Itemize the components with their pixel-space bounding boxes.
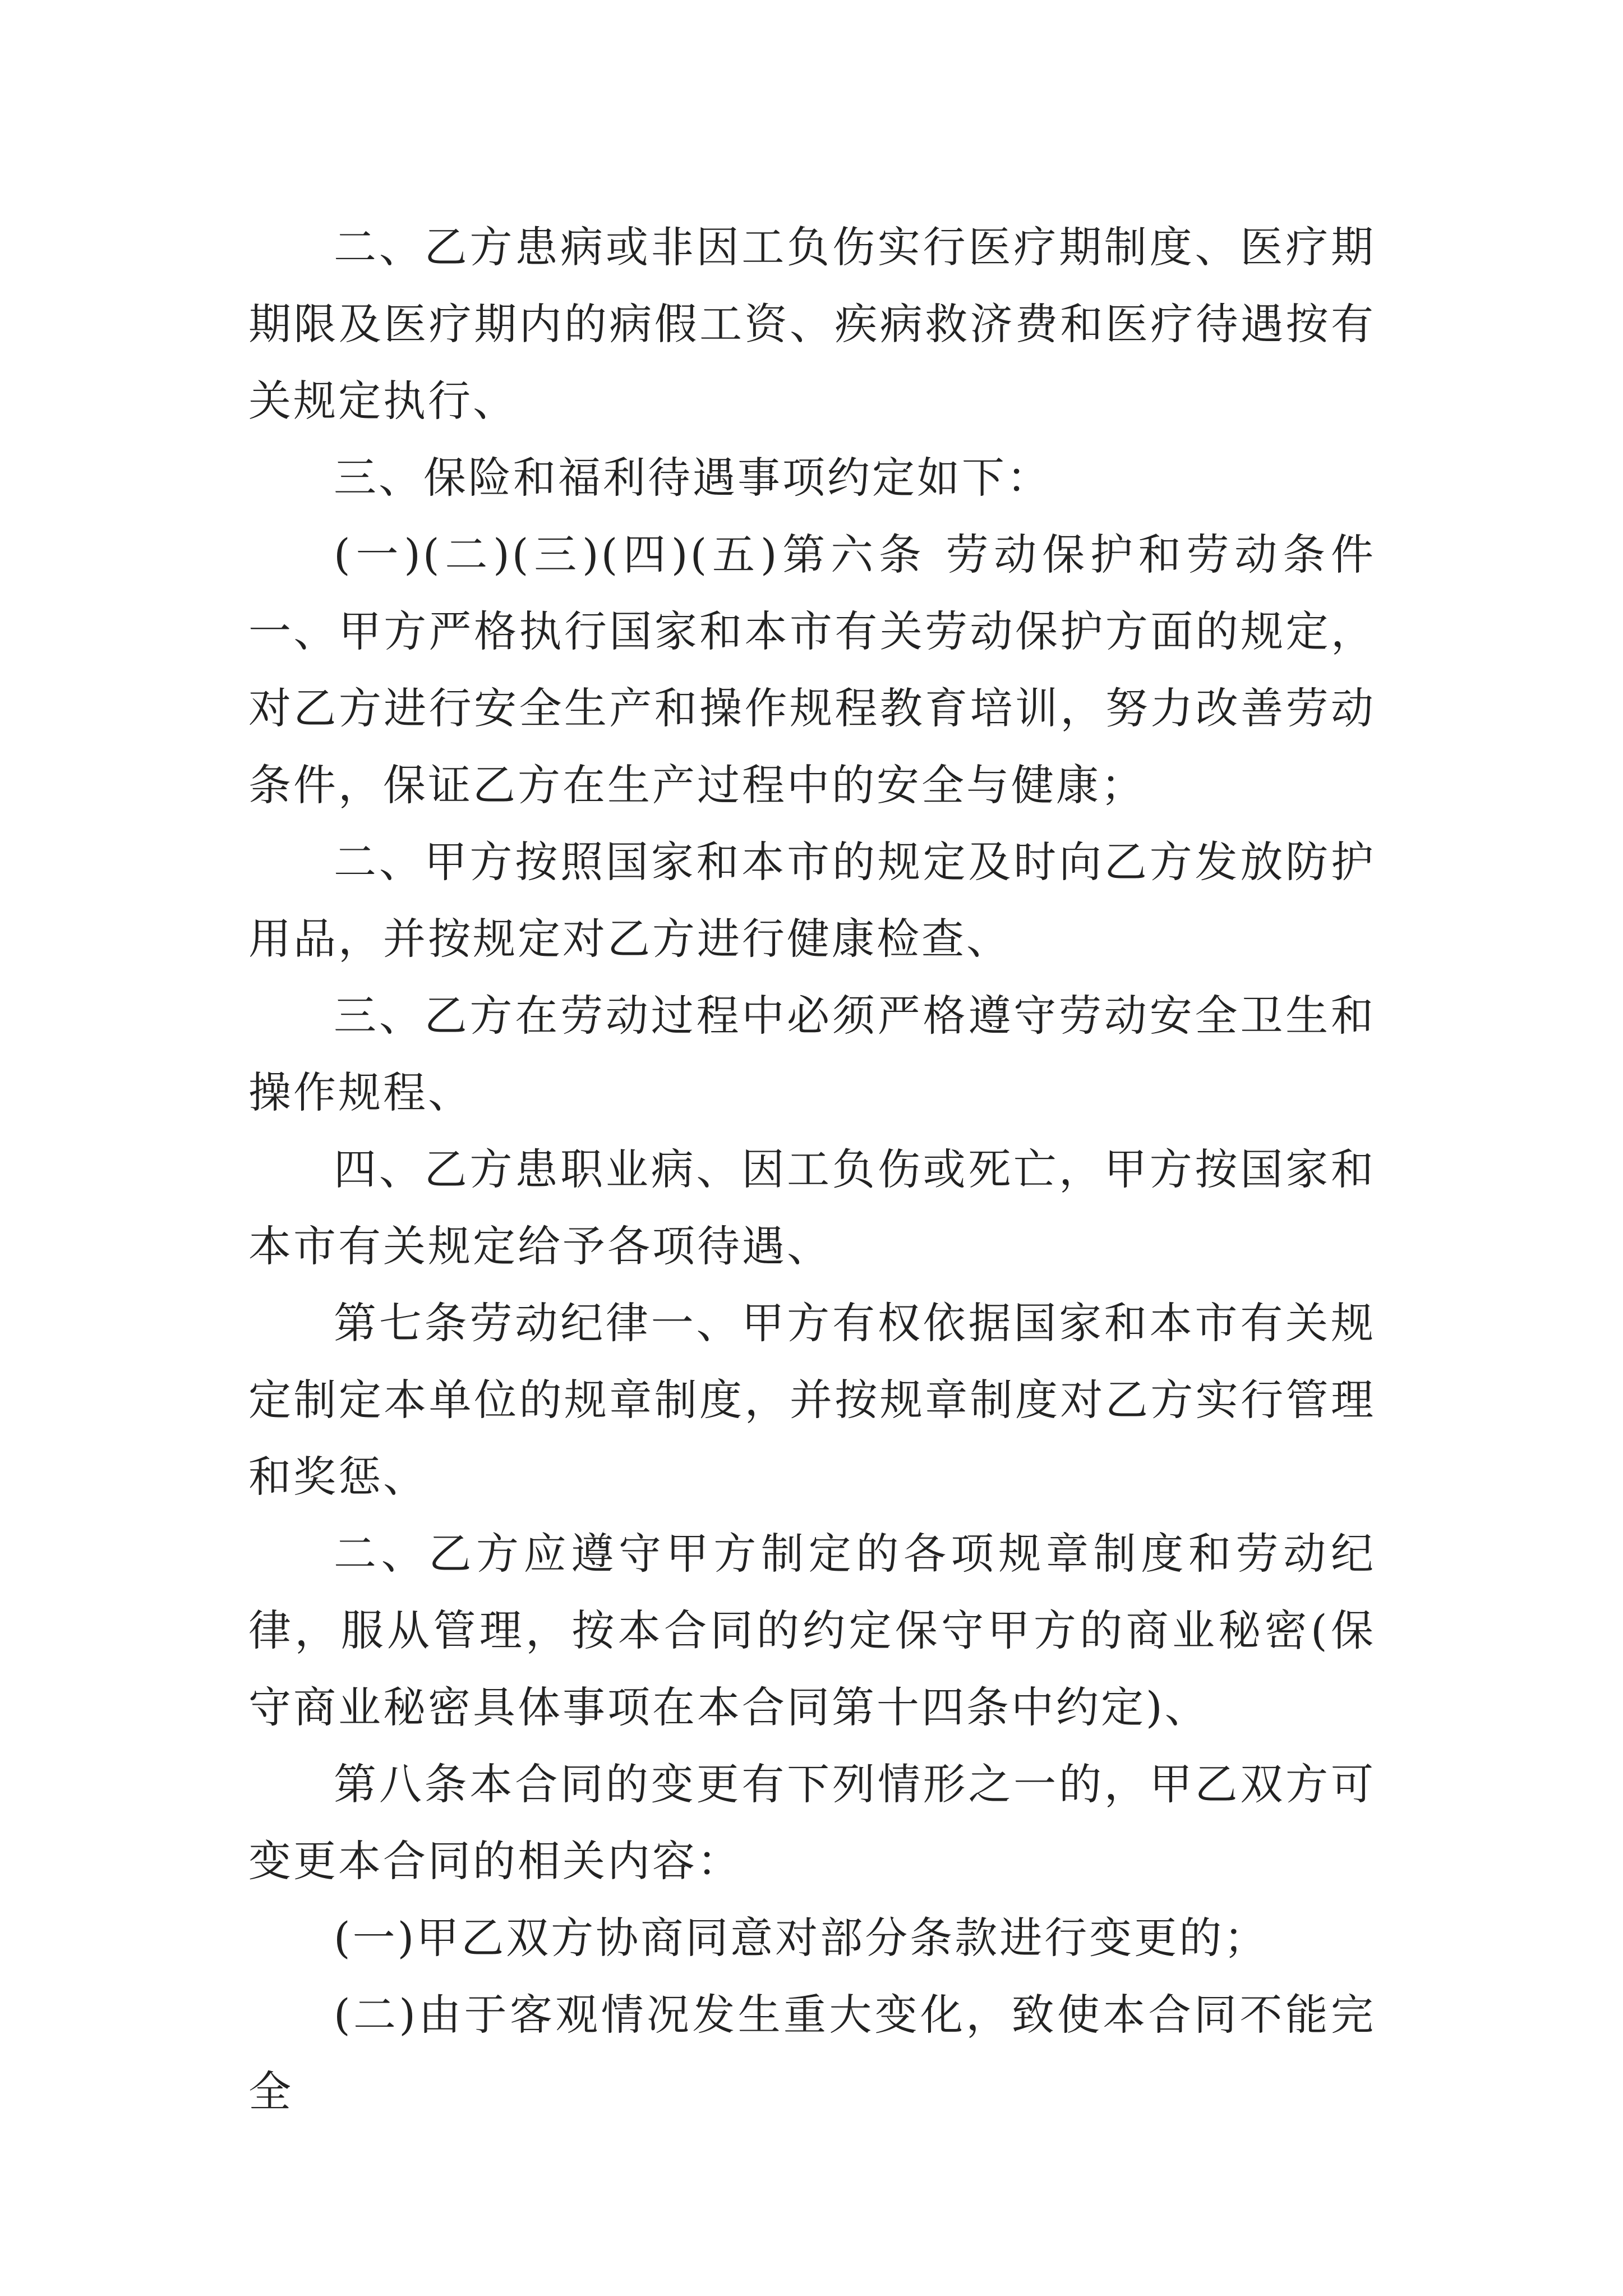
paragraph-change-by-agreement: (一)甲乙双方协商同意对部分条款进行变更的； [334,1913,1269,1963]
paragraph-change-objective-circumstances: (二)由于客观情况发生重大变化，致使本合同不能完全 [248,1990,1376,2116]
paragraph-occupational-disease: 四、乙方患职业病、因工负伤或死亡，甲方按国家和本市有关规定给予各项待遇、 [248,1144,1376,1271]
paragraph-compliance-confidentiality: 二、乙方应遵守甲方制定的各项规章制度和劳动纪律，服从管理，按本合同的约定保守甲方的商业秘密(保守商业秘密具体事项在本合同第十四条中约定)、 [248,1529,1376,1732]
paragraph-protective-equipment: 二、甲方按照国家和本市的规定及时向乙方发放防护用品，并按规定对乙方进行健康检查、 [248,837,1376,964]
paragraph-article-6-labor-protection: (一)(二)(三)(四)(五)第六条 劳动保护和劳动条件一、甲方严格执行国家和本市有关劳动保护方面的规定，对乙方进行安全生产和操作规程教育培训，努力改善劳动条件，保证乙方在生产过程中的安全与健康； [248,530,1376,810]
document-body [248,209,1376,2130]
paragraph-article-7-labor-discipline: 第七条劳动纪律一、甲方有权依据国家和本市有关规定制定本单位的规章制度，并按规章制度对乙方实行管理和奖惩、 [248,1298,1376,1502]
paragraph-insurance-welfare: 三、保险和福利待遇事项约定如下： [334,453,1052,503]
paragraph-safety-rules: 三、乙方在劳动过程中必须严格遵守劳动安全卫生和操作规程、 [248,991,1376,1117]
paragraph-article-8-contract-change: 第八条本合同的变更有下列情形之一的，甲乙双方可变更本合同的相关内容： [248,1759,1376,1886]
paragraph-medical-period: 二、乙方患病或非因工负伤实行医疗期制度、医疗期期限及医疗期内的病假工资、疾病救济费和医疗待遇按有关规定执行、 [248,222,1376,426]
